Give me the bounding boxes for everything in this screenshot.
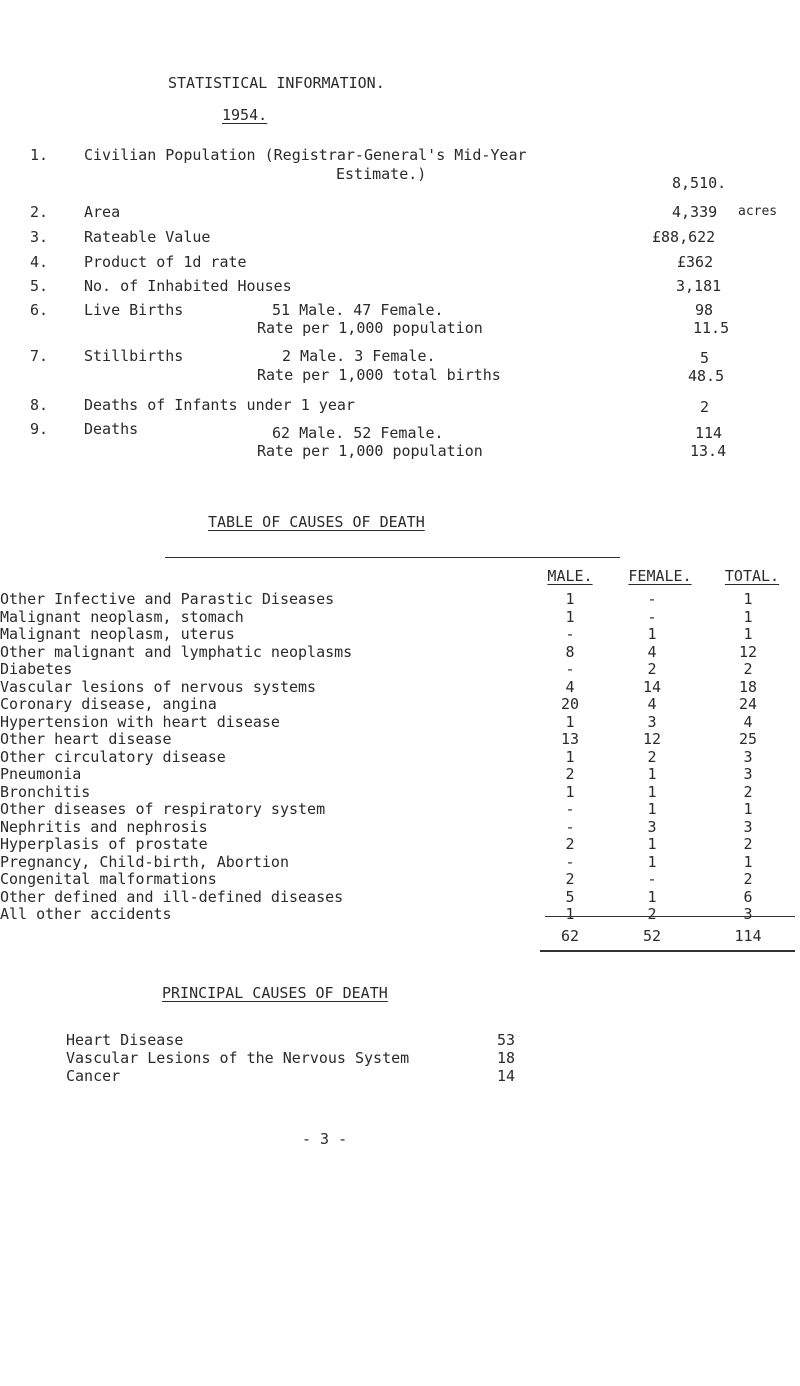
stat-label: Area bbox=[84, 203, 121, 221]
total-female: 52 bbox=[642, 927, 662, 945]
cause-label: Other diseases of respiratory system bbox=[0, 800, 326, 818]
stat-number: 6. bbox=[30, 301, 49, 319]
cause-label: Other Infective and Parastic Diseases bbox=[0, 590, 335, 608]
female-count: 1 bbox=[647, 625, 657, 643]
female-count: 1 bbox=[647, 835, 657, 853]
total-count: 18 bbox=[738, 677, 758, 696]
male-count: 5 bbox=[565, 887, 575, 906]
male-count: - bbox=[565, 660, 575, 678]
male-count: 1 bbox=[565, 905, 575, 923]
female-count: 2 bbox=[647, 905, 657, 923]
stat-detail-rate: Rate per 1,000 population bbox=[257, 319, 483, 337]
female-count: 2 bbox=[647, 660, 657, 678]
male-count: 2 bbox=[565, 835, 575, 853]
principal-value: 14 bbox=[497, 1067, 516, 1085]
stat-value: 114 bbox=[695, 424, 723, 442]
principal-value: 18 bbox=[497, 1049, 516, 1067]
cause-label: Vascular lesions of nervous systems bbox=[0, 677, 317, 696]
total-rule bbox=[545, 916, 795, 917]
male-count: - bbox=[565, 852, 575, 871]
total-count: 1 bbox=[743, 590, 753, 608]
female-count: - bbox=[647, 607, 657, 626]
stat-detail-rate: Rate per 1,000 total births bbox=[257, 366, 501, 384]
stat-unit: acres bbox=[738, 204, 778, 219]
female-count: 1 bbox=[647, 800, 657, 818]
header-rule bbox=[165, 557, 620, 558]
page-number: - 3 - bbox=[302, 1130, 348, 1148]
total-count: 1 bbox=[743, 852, 753, 871]
stat-number: 2. bbox=[30, 203, 49, 221]
cause-label: Other circulatory disease bbox=[0, 747, 226, 766]
cause-label: Bronchitis bbox=[0, 782, 91, 801]
column-header-female: FEMALE. bbox=[628, 567, 692, 585]
cause-label: Coronary disease, angina bbox=[0, 695, 217, 713]
male-count: 2 bbox=[565, 765, 575, 783]
total-count: 3 bbox=[743, 905, 753, 923]
stat-number: 8. bbox=[30, 396, 49, 414]
male-count: - bbox=[565, 817, 575, 836]
total-count: 3 bbox=[743, 747, 753, 766]
total-male: 62 bbox=[560, 927, 580, 945]
stat-label-cont: Estimate.) bbox=[336, 165, 427, 183]
male-count: 2 bbox=[565, 870, 575, 888]
male-count: 20 bbox=[560, 695, 580, 713]
cause-label: Malignant neoplasm, uterus bbox=[0, 625, 235, 643]
total-count: 2 bbox=[743, 782, 753, 801]
total-count: 1 bbox=[743, 800, 753, 818]
principal-causes-title: PRINCIPAL CAUSES OF DEATH bbox=[162, 984, 388, 1002]
total-count: 2 bbox=[743, 870, 753, 888]
stat-label: No. of Inhabited Houses bbox=[84, 277, 292, 295]
male-count: - bbox=[565, 625, 575, 643]
stat-number: 7. bbox=[30, 347, 49, 365]
stat-value: 8,510. bbox=[672, 174, 727, 192]
cause-label: Hypertension with heart disease bbox=[0, 712, 280, 731]
total-count: 3 bbox=[743, 765, 753, 783]
stat-label: Product of 1d rate bbox=[84, 253, 247, 271]
stat-label: Stillbirths bbox=[84, 347, 184, 365]
stat-label: Live Births bbox=[84, 301, 184, 319]
stat-label: Rateable Value bbox=[84, 228, 211, 246]
total-count: 3 bbox=[743, 817, 753, 836]
cause-label: Pneumonia bbox=[0, 765, 82, 783]
total-count: 12 bbox=[738, 642, 758, 661]
female-count: 14 bbox=[642, 677, 662, 696]
principal-value: 53 bbox=[497, 1031, 516, 1049]
total-count: 6 bbox=[743, 887, 753, 906]
stat-rate-value: 48.5 bbox=[688, 367, 725, 385]
male-count: 1 bbox=[565, 747, 575, 766]
stat-value: £88,622 bbox=[652, 228, 716, 246]
cause-label: Hyperplasis of prostate bbox=[0, 835, 208, 853]
total-count: 24 bbox=[738, 695, 758, 713]
cause-label: Pregnancy, Child-birth, Abortion bbox=[0, 852, 289, 871]
male-count: 1 bbox=[565, 607, 575, 626]
male-count: - bbox=[565, 800, 575, 818]
principal-label: Vascular Lesions of the Nervous System bbox=[66, 1049, 410, 1067]
cause-label: Other malignant and lymphatic neoplasms bbox=[0, 642, 353, 661]
column-header-male: MALE. bbox=[547, 567, 593, 585]
stat-rate-value: 13.4 bbox=[690, 442, 727, 460]
cause-label: Congenital malformations bbox=[0, 870, 217, 888]
male-count: 1 bbox=[565, 782, 575, 801]
stat-number: 9. bbox=[30, 420, 49, 438]
stat-label: Deaths bbox=[84, 420, 139, 438]
stat-value: 98 bbox=[695, 301, 714, 319]
stat-detail: 2 Male. 3 Female. bbox=[282, 347, 436, 365]
stat-number: 4. bbox=[30, 253, 49, 271]
cause-label: Other heart disease bbox=[0, 730, 172, 748]
report-year: 1954. bbox=[222, 106, 268, 124]
stat-detail-rate: Rate per 1,000 population bbox=[257, 442, 483, 460]
total-count: 25 bbox=[738, 730, 758, 748]
total-count: 2 bbox=[743, 835, 753, 853]
stat-rate-value: 11.5 bbox=[693, 319, 730, 337]
stat-number: 3. bbox=[30, 228, 49, 246]
principal-label: Cancer bbox=[66, 1067, 121, 1085]
female-count: 2 bbox=[647, 747, 657, 766]
female-count: - bbox=[647, 870, 657, 888]
female-count: 12 bbox=[642, 730, 662, 748]
stat-value: 3,181 bbox=[676, 277, 722, 295]
male-count: 1 bbox=[565, 712, 575, 731]
cause-label: All other accidents bbox=[0, 905, 172, 923]
male-count: 13 bbox=[560, 730, 580, 748]
cause-label: Other defined and ill-defined diseases bbox=[0, 887, 344, 906]
female-count: 1 bbox=[647, 887, 657, 906]
female-count: 1 bbox=[647, 852, 657, 871]
stat-label: Civilian Population (Registrar-General's Mid-Year bbox=[84, 146, 527, 164]
stat-value: 2 bbox=[700, 398, 710, 416]
cause-label: Diabetes bbox=[0, 660, 73, 678]
female-count: 3 bbox=[647, 817, 657, 836]
stat-value: 4,339 bbox=[672, 203, 718, 221]
total-count: 1 bbox=[743, 625, 753, 643]
female-count: 3 bbox=[647, 712, 657, 731]
total-double-rule bbox=[540, 950, 795, 952]
stat-number: 5. bbox=[30, 277, 49, 295]
total-total: 114 bbox=[734, 927, 762, 945]
causes-table-title: TABLE OF CAUSES OF DEATH bbox=[208, 513, 425, 531]
total-count: 2 bbox=[743, 660, 753, 678]
female-count: 1 bbox=[647, 782, 657, 801]
male-count: 8 bbox=[565, 642, 575, 661]
male-count: 4 bbox=[565, 677, 575, 696]
page-title: STATISTICAL INFORMATION. bbox=[168, 74, 385, 92]
cause-label: Nephritis and nephrosis bbox=[0, 817, 208, 836]
column-header-total: TOTAL. bbox=[724, 567, 780, 585]
female-count: - bbox=[647, 590, 657, 608]
stat-value: 5 bbox=[700, 349, 710, 367]
stat-detail: 62 Male. 52 Female. bbox=[272, 424, 444, 442]
cause-label: Malignant neoplasm, stomach bbox=[0, 607, 244, 626]
stat-detail: 51 Male. 47 Female. bbox=[272, 301, 444, 319]
female-count: 4 bbox=[647, 695, 657, 713]
stat-value: £362 bbox=[677, 253, 714, 271]
female-count: 1 bbox=[647, 765, 657, 783]
stat-label: Deaths of Infants under 1 year bbox=[84, 396, 355, 414]
stat-number: 1. bbox=[30, 146, 49, 164]
principal-label: Heart Disease bbox=[66, 1031, 184, 1049]
female-count: 4 bbox=[647, 642, 657, 661]
total-count: 4 bbox=[743, 712, 753, 731]
total-count: 1 bbox=[743, 607, 753, 626]
male-count: 1 bbox=[565, 590, 575, 608]
